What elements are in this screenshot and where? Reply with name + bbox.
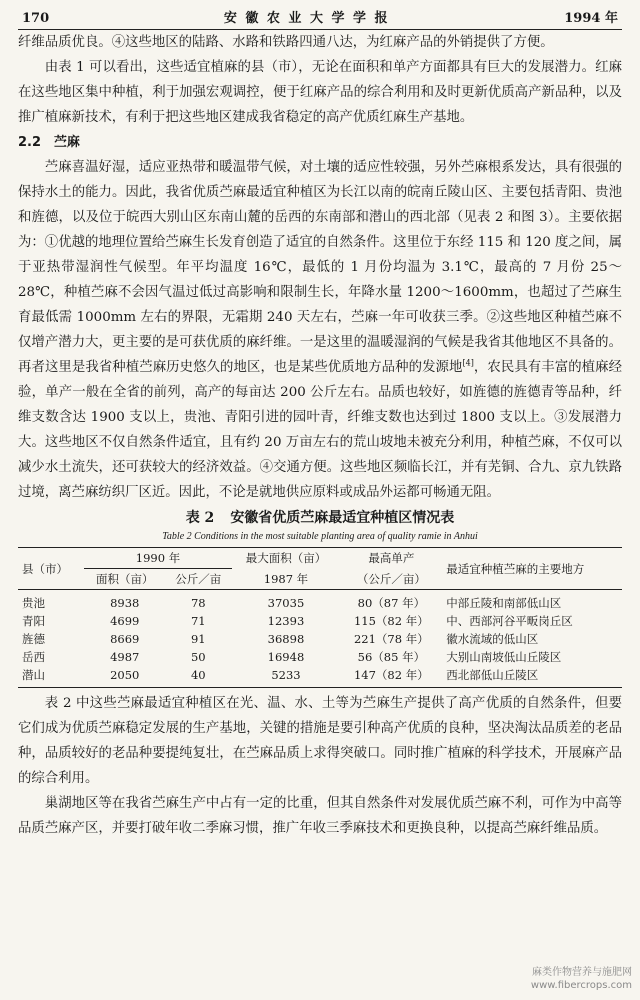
cell-yield: 78 (190, 596, 206, 610)
col-max-area: 最大面积（亩） (232, 548, 341, 569)
col-max-yield-unit: （公斤／亩） (340, 569, 442, 590)
cell-yield: 40 (165, 666, 231, 688)
journal-year: 1994 年 (564, 11, 618, 26)
page (18, 6, 622, 841)
table-row (18, 666, 622, 688)
cell-county: 岳西 (22, 650, 45, 664)
page-number: 170 (22, 11, 50, 26)
cell-places: 西北部低山丘陵区 (442, 666, 622, 688)
cell-places: 中部丘陵和南部低山区 (446, 596, 562, 610)
table-row (18, 590, 622, 613)
paragraph-2: 由表 1 可以看出，这些适宜植麻的县（市），无论在面积和单产方面都具有巨大的发展潜力。红麻在这些地区集中种植，利于加强宏观调控，便于红麻产品的综合利用和及时更新优质高产新品种，以及推广植麻新技术，有利于把这些地区建成我省稳定的高产优质红麻生产基地。 (18, 60, 622, 125)
cell-max-area: 37035 (267, 596, 305, 610)
cell-max-area: 5233 (232, 666, 341, 688)
table-caption-english: Table 2 Conditions in the most suitable planting area of quality ramie in Anhui (162, 531, 478, 542)
paragraph-1: 纤维品质优良。④这些地区的陆路、水路和铁路四通八达，为红麻产品的外销提供了方便。 (18, 35, 554, 50)
paragraph-3 (18, 155, 622, 505)
watermark-url: www.fibercrops.com (530, 980, 632, 991)
cell-county: 旌德 (22, 632, 45, 646)
ramie-planting-table (18, 547, 622, 688)
cell-places: 徽水流域的低山区 (446, 632, 539, 646)
table-row (18, 648, 622, 666)
cell-places: 中、西部河谷平畈岗丘区 (446, 614, 573, 628)
citation-ref: [4] (462, 358, 474, 368)
table-row (18, 612, 622, 630)
cell-max-area: 36898 (267, 632, 305, 646)
table-title: 安徽省优质苎麻最适宜种植区情况表 (230, 510, 455, 526)
cell-area: 4987 (110, 650, 140, 664)
paragraph-4: 表 2 中这些苎麻最适宜种植区在光、温、水、土等为苎麻生产提供了高产优质的自然条件，但要它们成为优质苎麻稳定发展的生产基地，关键的措施是要引种高产优质的良种，坚决淘汰品质差的老品种，品质较好的老品种要提纯复壮，在苎麻品质上求得突破口。同时推广植麻的科学技术，开展麻产品的综合利用。 (18, 696, 622, 786)
cell-county: 青阳 (22, 614, 45, 628)
cell-places: 大别山南坡低山丘陵区 (446, 650, 562, 664)
cell-max-yield: 56（85 年） (357, 650, 426, 664)
paragraph-3-part-b: ，农民具有丰富的植麻经验，单产一般在全省的前列，高产的每亩达 200 公斤左右。品质也较好，如旌德的旌德青等品种，纤维支数含达 1900 支以上，贵池、青阳引进的园叶青，纤维支数也达到过 1800 支以上。③发展潜力大。这些地区不仅自然条件适宜，且有约 20 万亩左右的荒山坡地未被充分利用，种植苎麻，不仅可以减少水土流失，还可获较大的经济效益。④交通方便。这些地区频临长江，并有芜铜、合九、京九铁路过境，离苎麻纺织厂区近。因此，不论是就地供应原料或成品外运都可畅通无阻。 (18, 360, 623, 500)
table-caption (18, 507, 622, 529)
col-county: 县（市） (18, 548, 84, 590)
col-max-yield: 最高单产 (340, 548, 442, 569)
col-yield: 公斤／亩 (165, 569, 231, 590)
col-max-area-year: 1987 年 (232, 569, 341, 590)
col-places: 最适宜种植苎麻的主要地方 (442, 548, 622, 590)
cell-max-yield: 147（82 年） (340, 666, 442, 688)
cell-area: 2050 (84, 666, 165, 688)
table-row (18, 630, 622, 648)
cell-max-yield: 80（87 年） (357, 596, 426, 610)
watermark (531, 966, 632, 992)
paragraph-5: 巢湖地区等在我省苎麻生产中占有一定的比重，但其自然条件对发展优质苎麻不利，可作为中高等品质苎麻产区，并要打破年收二季麻习惯，推广年收三季麻技术和更换良种，以提高苎麻纤维品质。 (18, 796, 622, 836)
section-title: 苎麻 (53, 135, 80, 150)
cell-max-area: 12393 (267, 614, 305, 628)
cell-area: 4699 (110, 614, 140, 628)
cell-max-yield: 221（78 年） (353, 632, 429, 646)
watermark-site-name: 麻类作物营养与施肥网 (532, 967, 632, 978)
cell-max-area: 16948 (267, 650, 305, 664)
col-area: 面积（亩） (84, 569, 165, 590)
table-label: 表 2 (185, 510, 215, 526)
cell-county: 潜山 (18, 666, 84, 688)
cell-area: 8669 (110, 632, 140, 646)
cell-county: 贵池 (22, 596, 45, 610)
cell-area: 8938 (110, 596, 140, 610)
section-heading (18, 130, 622, 155)
cell-max-yield: 115（82 年） (353, 614, 429, 628)
cell-yield: 91 (190, 632, 206, 646)
cell-yield: 71 (190, 614, 206, 628)
body-text-top (18, 30, 622, 505)
cell-yield: 50 (190, 650, 206, 664)
section-number: 2.2 (18, 135, 42, 150)
paragraph-3-part-a: 苎麻喜温好湿，适应亚热带和暖温带气候，对土壤的适应性较强，另外苎麻根系发达，具有很强的保持水土的能力。因此，我省优质苎麻最适宜种植区为长江以南的皖南丘陵山区、主要包括青阳、贵池和旌德，以及位于皖西大别山区东南山麓的岳西的东南部和潜山的西北部（见表 2 和图 3）。主要依据为：①优越的地理位置给苎麻生长发育创造了适宜的自然条件。这里位于东经 115 和 120 度之间，属于亚热带湿润性气候型。年平均温度 16℃，最低的 1 月份均温为 3.1℃，最高的 7 月份 25～28℃，种植苎麻不会因气温过低过高影响和限制生长，年降水量 1200～1600mm，也超过了苎麻生育最低需 1000mm 左右的界限，无霜期 240 天左右，苎麻一年可收获三季。②这些地区种植苎麻不仅增产潜力大，更主要的是可获优质的麻纤维。一是这里的温暖湿润的气候是我省其他地区不具备的。再者这里是我省种植苎麻历史悠久的地区，也是某些优质地方品种的发源地 (18, 160, 622, 375)
body-text-bottom (18, 691, 622, 841)
running-header (18, 6, 622, 30)
col-1990: 1990 年 (84, 548, 231, 569)
journal-name: 安 徽 农 业 大 学 学 报 (223, 11, 390, 26)
